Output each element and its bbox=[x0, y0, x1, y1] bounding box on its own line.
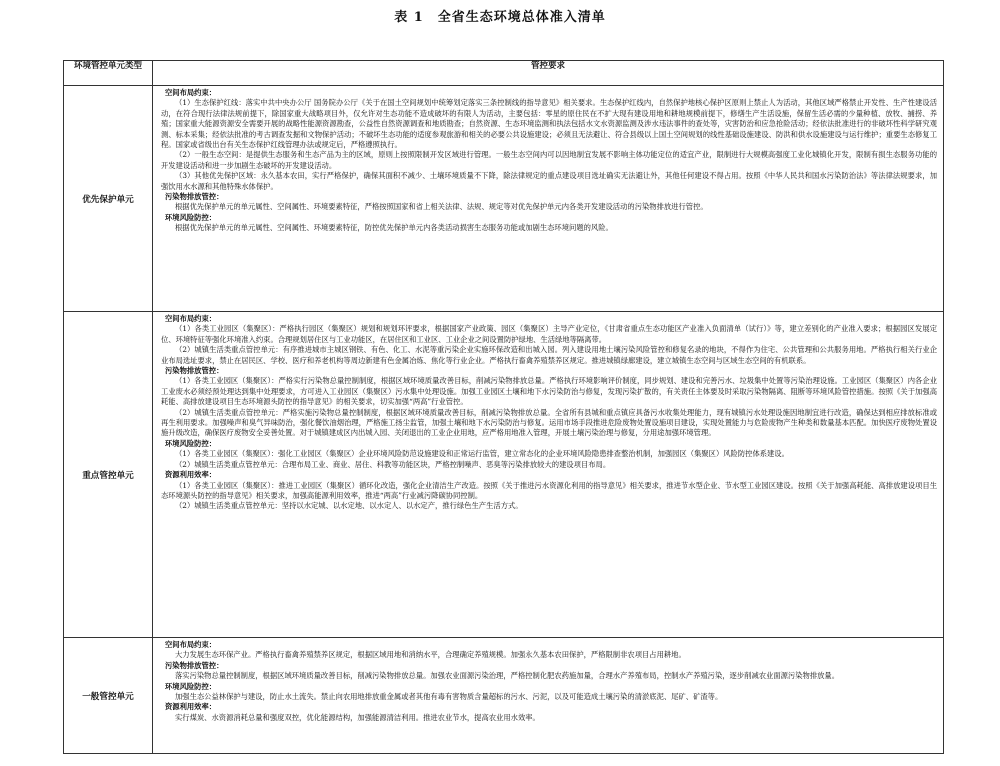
section-heading: 环境风险防控： bbox=[165, 681, 217, 691]
section-heading: 空间布局约束： bbox=[165, 640, 217, 649]
requirement-paragraph: 落实污染物总量控制制度，根据区域环境质量改善目标，削减污染物排放总量。加强农业面源污染治理，严格控制化肥农药施加量，合理水产养殖布局，控制水产养殖污染，逐步削减农业面源污染物排放量。 bbox=[175, 671, 840, 681]
requirement-paragraph: （2）城镇生活类重点管控单元：合理布局工业、商业、居住、科教等功能区块，严格控制噪声、恶臭等污染排放较大的建设项目布局。 bbox=[175, 459, 611, 469]
requirement-paragraph: （2）城镇生活类重点管控单元：坚持以水定城、以水定地、以水定人、以水定产，推行绿色生产生活方式。 bbox=[175, 501, 523, 511]
requirement-paragraph: （2）城镇生活类重点管控单元：有序推进城市主城区钢铁、有色、化工、水泥等重污染企业实施环保改造和出城入园。列入建设用地土壤污染风险管控和修复名录的地块，不得作为住宅、公共管理和公共服务用地。严格执行相关行业企业布局选址要求，禁止在居民区、学校、医疗和养老机构等周边新建有色金属冶炼、焦化等行业企业。严格执行畜禽养殖禁养区规定。推进城镇绿廊建设，建立城镇生态空间与区域生态空间的有机联系。 bbox=[161, 345, 937, 365]
requirement-paragraph: （1）各类工业园区（集聚区）：推进工业园区（集聚区）循环化改造，强化企业清洁生产改造。按照《关于推进污水资源化利用的指导意见》相关要求，推进节水型企业、节水型工业园区建设。按照《关于加强高耗能、高排放建设项目生态环境源头防控的指导意见》相关要求，加强高能源利用效率，推进“两高”行业减污降碳协同控制。 bbox=[161, 480, 937, 500]
requirement-paragraph: 根据优先保护单元的单元属性、空间属性、环境要素特征，严格按照国家和省上相关法律、法规、规定等对优先保护单元内各类开发建设活动的污染物排放进行管控。 bbox=[175, 202, 708, 212]
requirements-table bbox=[63, 60, 944, 754]
unit-type-cell: 优先保护单元 bbox=[64, 86, 153, 312]
table-row bbox=[64, 312, 944, 638]
table-row bbox=[64, 86, 944, 312]
header-unit-type: 环境管控单元类型 bbox=[64, 61, 153, 86]
section-heading: 环境风险防控： bbox=[165, 212, 217, 222]
requirement-paragraph: （1）各类工业园区（集聚区）：强化工业园区（集聚区）企业环境风险防范设施建设和正常运行监管，建立常态化的企业环境风险隐患排查整治机制，加强园区（集聚区）风险防控体系建设。 bbox=[175, 449, 789, 459]
section-heading: 空间布局约束： bbox=[165, 314, 217, 323]
section-heading: 污染物排放管控： bbox=[165, 366, 224, 376]
requirement-paragraph: （2）一般生态空间：是提供生态服务和生态产品为主的区域，原则上按照限制开发区域进行管理。一般生态空间内可以因地制宜发展不影响主体功能定位的适宜产业，限制进行大规模高强度工业化城镇化开发，限制有损生态服务功能的开发建设活动和进一步加剧生态破坏的开发建设活动。 bbox=[161, 150, 937, 170]
requirement-paragraph: （1）各类工业园区（集聚区）：严格实行污染物总量控制制度，根据区域环境质量改善目标，削减污染物排放总量。严格执行环境影响评价制度，同步规划、建设和完善污水、垃圾集中处置等污染治理设施。工业园区（集聚区）内各企业工业废水必须经预处理达到集中处理要求，方可进入工业园区（集聚区）污水集中处理设施。加强工业园区土壤和地下水污染防治与修复，发现污染扩散的，有关责任主体要及时采取污染物隔离、阻断等环境风险管控措施。按照《关于加强高耗能、高排放建设项目生态环境源头防控的指导意见》的相关要求，切实加强“两高”行业管控。 bbox=[161, 376, 937, 407]
section-heading: 污染物排放管控： bbox=[165, 660, 224, 670]
requirements-cell bbox=[153, 312, 944, 638]
requirement-paragraph: （1）生态保护红线：落实中共中央办公厅 国务院办公厅《关于在国土空间规划中统筹划定落实三条控制线的指导意见》相关要求。生态保护红线内，自然保护地核心保护区原则上禁止人为活动，其他区域严格禁止开发性、生产性建设活动，在符合现行法律法规前提下，除国家重大战略项目外，仅允许对生态功能不造成破坏的有限人为活动，主要包括：零星的原住民在不扩大现有建设用地和耕地规模前提下，修缮生产生活设施，保留生活必需的少量种植、放牧、捕捞、养殖；国家重大能源资源安全需要开展的战略性能源资源勘查，公益性自然资源调查和地质勘查；自然资源、生态环境监测和执法包括水文水资源监测及涉水违法事件的查处等，灾害防治和应急抢险活动；经依法批准进行的非破坏性科学研究观测、标本采集；经依法批准的考古调查发掘和文物保护活动；不破坏生态功能的适度参观旅游和相关的必要公共设施建设；必须且无法避让、符合县级以上国土空间规划的线性基础设施建设、防洪和供水设施建设与运行维护；重要生态修复工程。国家或省级出台有关生态保护红线管理办法或规定后，严格遵照执行。 bbox=[161, 98, 937, 150]
table-title: 表 1 全省生态环境总体准入清单 bbox=[394, 10, 606, 25]
section-heading: 污染物排放管控： bbox=[165, 192, 224, 202]
requirement-paragraph: （3）其他优先保护区域：永久基本农田，实行严格保护，确保其面积不减少、土壤环境质量不下降，除法律规定的重点建设项目选址确实无法避让外，其他任何建设不得占用。按照《中华人民共和国水污染防治法》等法律法规要求，加强饮用水水源和其他特殊水体保护。 bbox=[161, 171, 937, 191]
header-requirements: 管控要求 bbox=[153, 61, 944, 86]
requirement-paragraph: 大力发展生态环保产业。严格执行畜禽养殖禁养区规定，根据区域用地和消纳水平，合理确定养殖规模。加强永久基本农田保护，严格限制非农项目占用耕地。 bbox=[175, 650, 686, 660]
unit-type-cell: 重点管控单元 bbox=[64, 312, 153, 638]
requirement-paragraph: 根据优先保护单元的单元属性、空间属性、环境要素特征，防控优先保护单元内各类活动损害生态服务功能或加剧生态环境问题的风险。 bbox=[175, 223, 613, 233]
requirement-paragraph: 加强生态公益林保护与建设，防止水土流失。禁止向农用地排放重金属或者其他有毒有害物质含量超标的污水、污泥，以及可能造成土壤污染的清淤底泥、尾矿、矿渣等。 bbox=[175, 692, 723, 702]
section-heading: 资源利用效率： bbox=[165, 702, 217, 712]
table-row bbox=[64, 638, 944, 754]
section-heading: 空间布局约束： bbox=[165, 88, 217, 97]
table-header-row bbox=[64, 61, 944, 86]
section-heading: 资源利用效率： bbox=[165, 470, 217, 480]
section-heading: 环境风险防控： bbox=[165, 438, 217, 448]
requirement-paragraph: （1）各类工业园区（集聚区）：严格执行园区（集聚区）规划和规划环评要求，根据国家产业政策、园区（集聚区）主导产业定位，《甘肃省重点生态功能区产业准入负面清单（试行）》等，建立差别化的产业准入要求；根据园区发展定位、环境特征等强化环境准入约束。合理规划居住区与工业功能区，在居住区和工业区、工业企业之间设置防护绿地、生活绿地等隔离带。 bbox=[161, 324, 937, 344]
requirement-paragraph: 实行煤炭、水资源消耗总量和强度双控，优化能源结构，加强能源清洁利用。推进农业节水，提高农业用水效率。 bbox=[175, 712, 540, 722]
requirements-cell bbox=[153, 86, 944, 312]
unit-type-cell: 一般管控单元 bbox=[64, 638, 153, 754]
requirements-cell bbox=[153, 638, 944, 754]
requirement-paragraph: （2）城镇生活类重点管控单元：严格实施污染物总量控制制度，根据区域环境质量改善目标，削减污染物排放总量。全省所有县城和重点镇应具备污水收集处理能力，现有城镇污水处理设施因地制宜进行改造，确保达到相应排放标准或再生利用要求。加强噪声和臭气异味防治，强化餐饮油烟治理，严格施工扬尘监管，加强土壤和地下水污染防治与修复。运用市场手段推进危险废物处置设施项目建设，实现处置能力与危险废物产生种类和数量基本匹配。加快医疗废物处置设施升级改造，确保医疗废物安全妥善处置。对于城镇建成区内出城入园、关闭退出的工业企业用地，应严格用地准入管理，开展土壤污染治理与修复，分用途加强环境管理。 bbox=[161, 407, 937, 438]
